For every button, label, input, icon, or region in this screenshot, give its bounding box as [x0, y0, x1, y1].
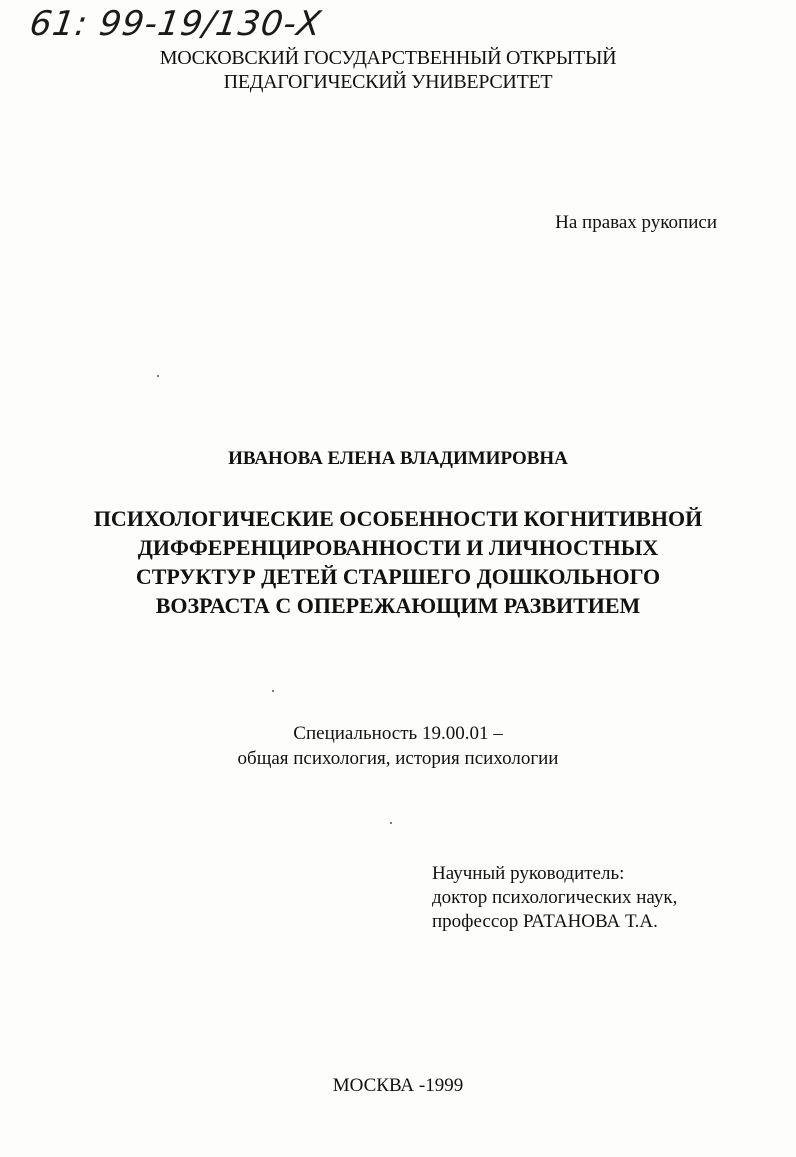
institution-line-1: МОСКОВСКИЙ ГОСУДАРСТВЕННЫЙ ОТКРЫТЫЙ [159, 47, 617, 69]
scan-speck [272, 690, 274, 692]
supervisor-label: Научный руководитель: [432, 863, 625, 884]
specialty-code: Специальность 19.00.01 – [293, 723, 503, 744]
supervisor-block [432, 862, 772, 934]
supervisor-degree: доктор психологических наук, [432, 887, 678, 908]
city-and-year: МОСКВА -1999 [332, 1075, 464, 1096]
manuscript-rights-note: На правах рукописи [555, 212, 717, 233]
specialty-block [0, 721, 796, 771]
institution-line-2: ПЕДАГОГИЧЕСКИЙ УНИВЕРСИТЕТ [223, 71, 553, 93]
handwritten-archive-code: 61: 99-19/130-Х [27, 4, 325, 44]
supervisor-name: профессор РАТАНОВА Т.А. [432, 911, 658, 932]
scan-speck [390, 822, 392, 824]
thesis-title-line: ВОЗРАСТА С ОПЕРЕЖАЮЩИМ РАЗВИТИЕМ [155, 593, 641, 618]
author-name: ИВАНОВА ЕЛЕНА ВЛАДИМИРОВНА [228, 448, 568, 469]
scan-speck [157, 375, 159, 377]
thesis-title-line: ПСИХОЛОГИЧЕСКИЕ ОСОБЕННОСТИ КОГНИТИВНОЙ [93, 506, 703, 531]
specialty-description: общая психология, история психологии [237, 748, 559, 769]
institution-name [100, 46, 676, 94]
thesis-title-line: ДИФФЕРЕНЦИРОВАННОСТИ И ЛИЧНОСТНЫХ [137, 535, 659, 560]
thesis-title-line: СТРУКТУР ДЕТЕЙ СТАРШЕГО ДОШКОЛЬНОГО [135, 564, 661, 589]
thesis-title [40, 504, 756, 620]
